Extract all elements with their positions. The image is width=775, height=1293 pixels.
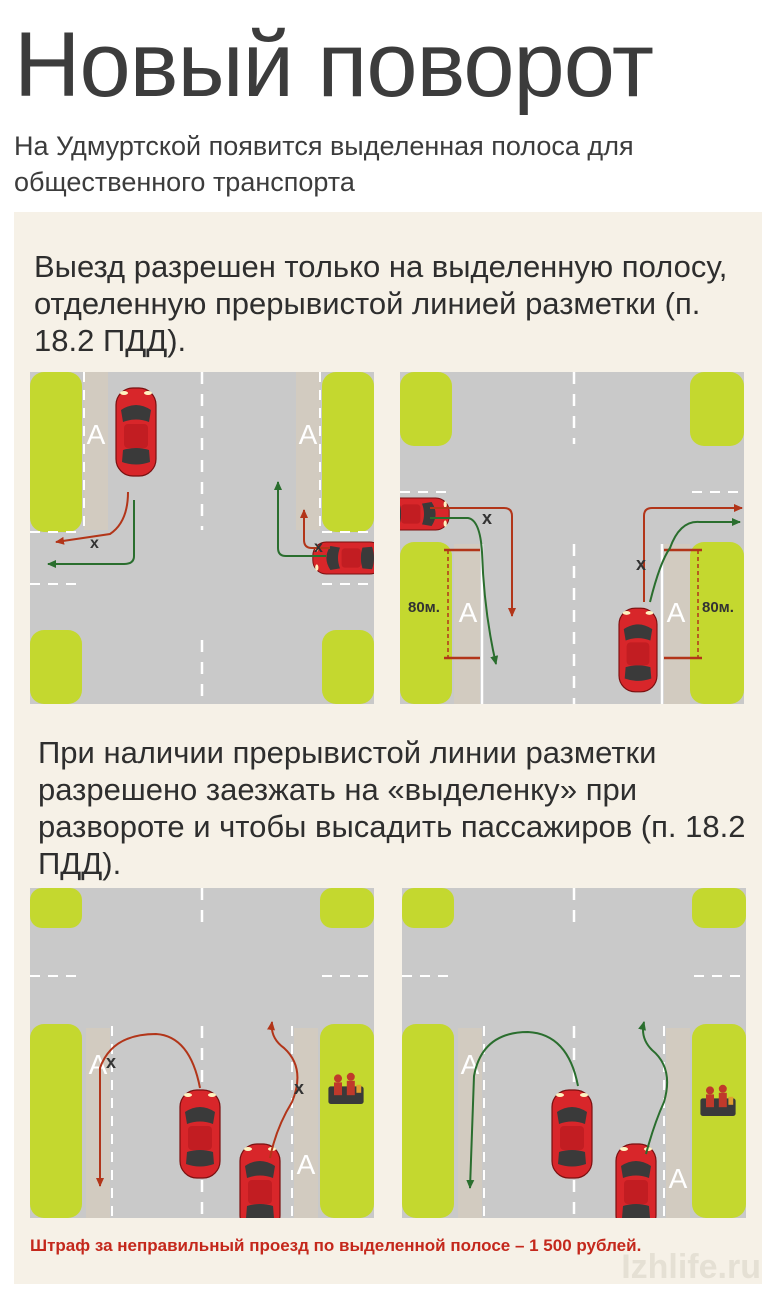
lane-letter: А	[296, 1149, 316, 1180]
car-icon	[619, 608, 657, 692]
lane-letter: А	[668, 1163, 688, 1194]
car-icon	[616, 1144, 656, 1218]
lane-letter: А	[458, 597, 478, 628]
section1-heading: Выезд разрешен только на выделенную полосу, отделенную прерывистой линией разметки (п. 18.2 ПДД).	[34, 249, 728, 358]
lane-letter: А	[86, 419, 106, 450]
car-icon	[180, 1090, 220, 1178]
forbidden-x-icon: x	[90, 535, 99, 552]
car-icon	[116, 388, 156, 476]
lane-letter: А	[666, 597, 686, 628]
distance-label: 80м.	[702, 599, 734, 616]
forbidden-x-icon: x	[106, 1052, 117, 1072]
forbidden-x-icon: x	[314, 539, 323, 556]
car-icon	[240, 1144, 280, 1218]
lane-letter: А	[460, 1049, 480, 1080]
forbidden-x-icon: x	[294, 1078, 305, 1098]
lane-letter: А	[298, 419, 318, 450]
forbidden-x-icon: x	[636, 554, 647, 574]
forbidden-x-icon: x	[482, 508, 493, 528]
brand-watermark: Izhlife.ru	[621, 1248, 761, 1286]
diagram-80m-zone	[400, 372, 744, 704]
fine-notice: Штраф за неправильный проезд по выделенной полосе – 1 500 рублей.	[30, 1236, 642, 1255]
diagram-uturn-allowed	[402, 888, 746, 1218]
distance-label: 80м.	[408, 599, 440, 616]
page-subtitle: На Удмуртской появится выделенная полоса для общественного транспорта	[14, 131, 634, 197]
car-icon	[552, 1090, 592, 1178]
section2-heading: При наличии прерывистой линии разметки разрешено заезжать на «выделенку» при развороте и чтобы высадить пассажиров (п. 18.2 ПДД).	[38, 735, 746, 881]
diagram-right-turn	[30, 372, 374, 704]
page-title: Новый поворот	[14, 14, 653, 116]
diagram-uturn-forbidden	[30, 888, 374, 1218]
lane-letter: А	[88, 1049, 108, 1080]
car-icon	[400, 498, 449, 530]
